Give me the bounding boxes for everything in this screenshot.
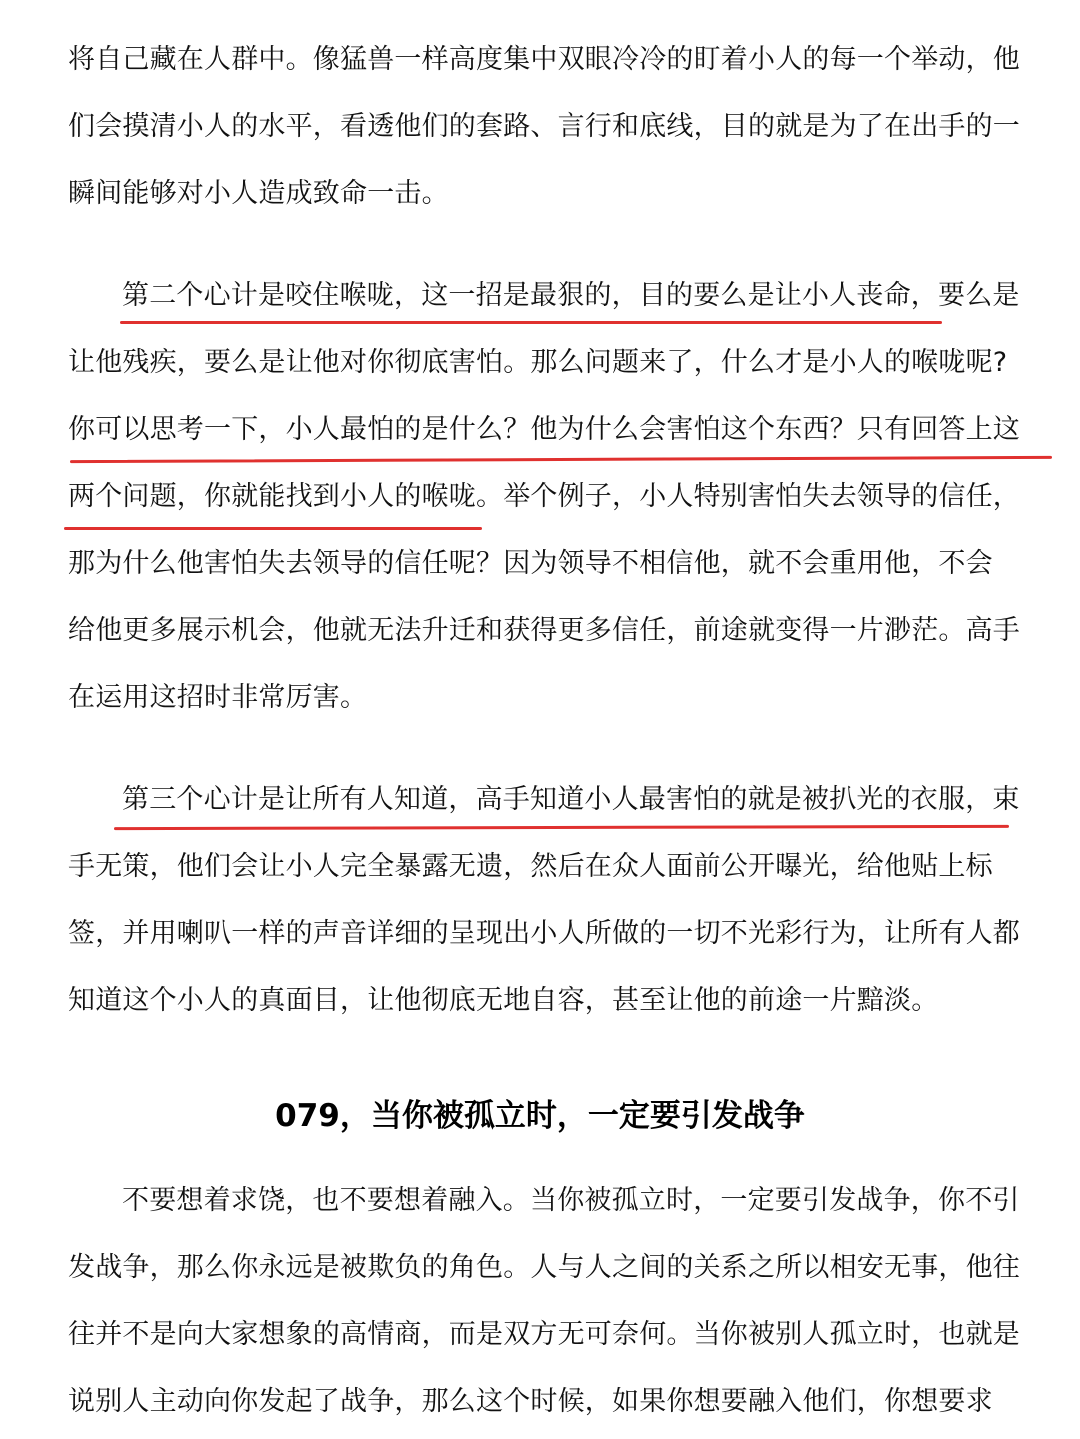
paragraph-line: 你可以思考一下，小人最怕的是什么？他为什么会害怕这个东西？只有回答上这 (68, 414, 1020, 445)
paragraph-line: 在运用这招时非常厉害。 (68, 682, 368, 713)
paragraph-line: 两个问题，你就能找到小人的喉咙。举个例子，小人特别害怕失去领导的信任， (68, 481, 1020, 512)
paragraph-line: 第三个心计是让所有人知道，高手知道小人最害怕的就是被扒光的衣服，束 (122, 784, 1020, 815)
paragraph-line: 第二个心计是咬住喉咙，这一招是最狠的，目的要么是让小人丧命，要么是 (122, 280, 1020, 311)
section-heading: 079，当你被孤立时，一定要引发战争 (275, 1098, 805, 1134)
paragraph-line: 说别人主动向你发起了战争，那么这个时候，如果你想要融入他们，你想要求 (68, 1386, 993, 1417)
paragraph-line: 那为什么他害怕失去领导的信任呢？因为领导不相信他，就不会重用他，不会 (68, 548, 993, 579)
paragraph-line: 手无策，他们会让小人完全暴露无遗，然后在众人面前公开曝光，给他贴上标 (68, 851, 993, 882)
paragraph-line: 瞬间能够对小人造成致命一击。 (68, 178, 449, 209)
paragraph-line: 们会摸清小人的水平，看透他们的套路、言行和底线，目的就是为了在出手的一 (68, 111, 1020, 142)
paragraph-line: 发战争，那么你永远是被欺负的角色。人与人之间的关系之所以相安无事，他往 (68, 1252, 1020, 1283)
handdrawn-underline (120, 321, 942, 324)
paragraph-line: 往并不是向大家想象的高情商，而是双方无可奈何。当你被别人孤立时，也就是 (68, 1319, 1020, 1350)
handdrawn-underline (70, 456, 1052, 463)
paragraph-line: 签，并用喇叭一样的声音详细的呈现出小人所做的一切不光彩行为，让所有人都 (68, 918, 1020, 949)
handdrawn-underline (114, 825, 1009, 830)
paragraph-line: 知道这个小人的真面目，让他彻底无地自容，甚至让他的前途一片黯淡。 (68, 985, 939, 1016)
paragraph-line: 让他残疾，要么是让他对你彻底害怕。那么问题来了，什么才是小人的喉咙呢? (68, 347, 1008, 378)
paragraph-line: 将自己藏在人群中。像猛兽一样高度集中双眼冷冷的盯着小人的每一个举动，他 (68, 44, 1020, 75)
paragraph-line: 不要想着求饶，也不要想着融入。当你被孤立时，一定要引发战争，你不引 (122, 1185, 1020, 1216)
paragraph-line: 给他更多展示机会，他就无法升迁和获得更多信任，前途就变得一片渺茫。高手 (68, 615, 1020, 646)
handdrawn-underline (64, 527, 482, 530)
